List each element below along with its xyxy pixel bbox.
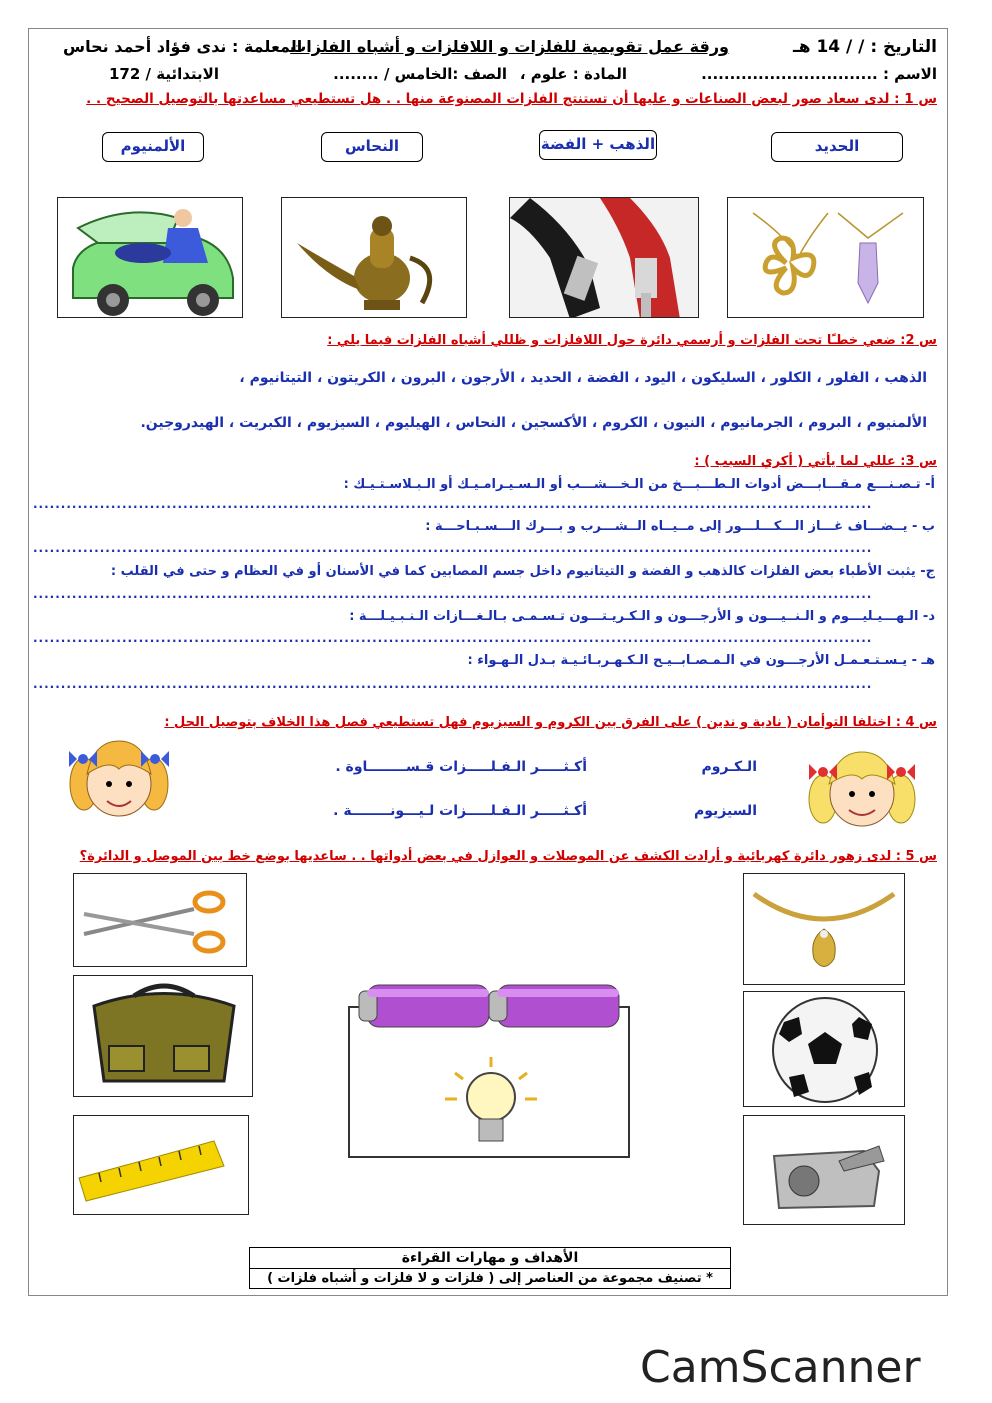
- metal-box-gold-silver: الذهب + الفضة: [539, 130, 657, 160]
- worksheet-page: [28, 28, 948, 1296]
- answer-line-c[interactable]: .......................................................................................................................................................: [33, 587, 873, 601]
- scissors-picture: [73, 873, 247, 967]
- watermark-text: CamScanner: [640, 1344, 921, 1393]
- q1-text: س 1 : لدى سعاد صور لبعض الصناعات و عليها أن تستنتج الفلزات المصنوعة منها . . هل تستطيعي مساعدتها بالتوصيل الصحيح . .: [86, 91, 937, 107]
- goals-item: * تصنيف مجموعة من العناصر إلى ( فلزات و لا فلزات و أشباه فلزات ): [250, 1269, 731, 1289]
- reason-item-e: هـ - يـسـتـعـمـل الأرجـــون في الـمـصـابــيـح الـكـهـربـائـيـة بـدل الـهـواء :: [467, 653, 935, 668]
- worksheet-title: ورقة عمل تقويمية للفلزات و اللافلزات و أشباه الفلزات: [290, 37, 729, 56]
- metal-box-iron: الحديد: [771, 132, 903, 162]
- football-picture: [743, 991, 905, 1107]
- school-bag-picture: [73, 975, 253, 1097]
- school-label: الابتدائية / 172: [109, 65, 219, 83]
- metal-box-copper: النحاس: [321, 132, 423, 162]
- necklaces-picture: [727, 197, 924, 318]
- element-chromium: الـكـروم: [701, 759, 757, 775]
- fact-softest: أكـثـــــر الـفـلـــــزات لـيـــونــــــــة .: [333, 803, 587, 819]
- twin-girl-right: [807, 734, 917, 839]
- answer-line-b[interactable]: .......................................................................................................................................................: [33, 541, 873, 555]
- answer-line-e[interactable]: .......................................................................................................................................................: [33, 677, 873, 691]
- rca-cable-picture: [509, 197, 699, 318]
- subject-label: المادة : علوم ،: [519, 65, 627, 83]
- camscanner-watermark: [640, 1344, 992, 1403]
- teapot-picture: [281, 197, 467, 318]
- student-name-field: الاسم : ...............................: [701, 65, 937, 83]
- goals-table: [249, 1247, 731, 1289]
- q3-text: س 3: عللي لما يأتي ( أكري السبب ) :: [694, 454, 937, 469]
- car-mechanic-picture: [57, 197, 243, 318]
- metal-box-aluminum: الألمنيوم: [102, 132, 204, 162]
- fact-hardest: أكـثـــــر الـفـلـــــزات قـســــــــاوة .: [335, 759, 587, 775]
- reason-item-d: د- الـهـــيـليـــوم و الـنــيـــون و الأرجـــون و الـكـريـتـــون تـسـمـى بـالـغـــازات الـنـبـيـلـــة :: [349, 609, 935, 624]
- answer-line-a[interactable]: .......................................................................................................................................................: [33, 497, 873, 511]
- elements-line-1: الذهب ، الفلور ، الكلور ، السليكون ، اليود ، الفضة ، الحديد ، الأرجون ، البرون ، الكريتون ، التيتانيوم ،: [239, 370, 927, 386]
- elements-line-2: الألمنيوم ، البروم ، الجرمانيوم ، النيون ، الكروم ، الأكسجين ، النحاس ، الهيليوم ، السيزيوم ، الكبريت ، الهيدروجين.: [140, 415, 927, 431]
- reason-item-a: أ- تـصـنـــع مـقـــابـــض أدوات الـطـــبـــخ من الـخـــشـــب أو الـسـيـرامـيـك أو الـبـلاسـتـيـك :: [343, 477, 935, 492]
- reason-item-c: ج- يثبت الأطباء بعض الفلزات كالذهب و الفضة و التيتانيوم داخل جسم المصابين كما في الأسنان أو في العظام و حتى في القلب :: [110, 564, 935, 579]
- electric-circuit: [329, 979, 641, 1169]
- q4-text: س 4 : اختلفا التوأمان ( نادية و ندين ) على الفرق بين الكروم و السيزيوم فهل تستطيعي فصل هذا الخلاف بتوصيل الحل :: [164, 715, 937, 730]
- date-line: التاريخ : / / 14 هـ: [792, 37, 937, 57]
- q2-text: س 2: ضعي خطـًا تحت الفلزات و أرسمي دائرة حول اللافلزات و ظللي أشباه الفلزات فيما يلي :: [327, 333, 937, 348]
- sharpener-picture: [743, 1115, 905, 1225]
- reason-item-b: ب - يــضـــاف غـــاز الـــكـــلـــور إلى مــيــاه الــشـــرب و بـــرك الـــسـبـاحـــة :: [425, 519, 935, 534]
- answer-line-d[interactable]: .......................................................................................................................................................: [33, 631, 873, 645]
- grade-label: الصف :الخامس / ........: [333, 65, 507, 83]
- goals-title: الأهداف و مهارات القراءة: [250, 1248, 731, 1269]
- ruler-picture: [73, 1115, 249, 1215]
- gold-pendant-picture: [743, 873, 905, 985]
- element-cesium: السيزيوم: [693, 803, 757, 819]
- twin-girl-left: [69, 729, 169, 834]
- q5-text: س 5 : لدى زهور دائرة كهربائية و أرادت الكشف عن الموصلات و العوازل في بعض أدواتها . . ساعديها بوضع خط بين الموصل و الدائرة؟: [79, 849, 937, 864]
- teacher-name: المعلمة : ندى فؤاد أحمد نحاس: [63, 37, 303, 56]
